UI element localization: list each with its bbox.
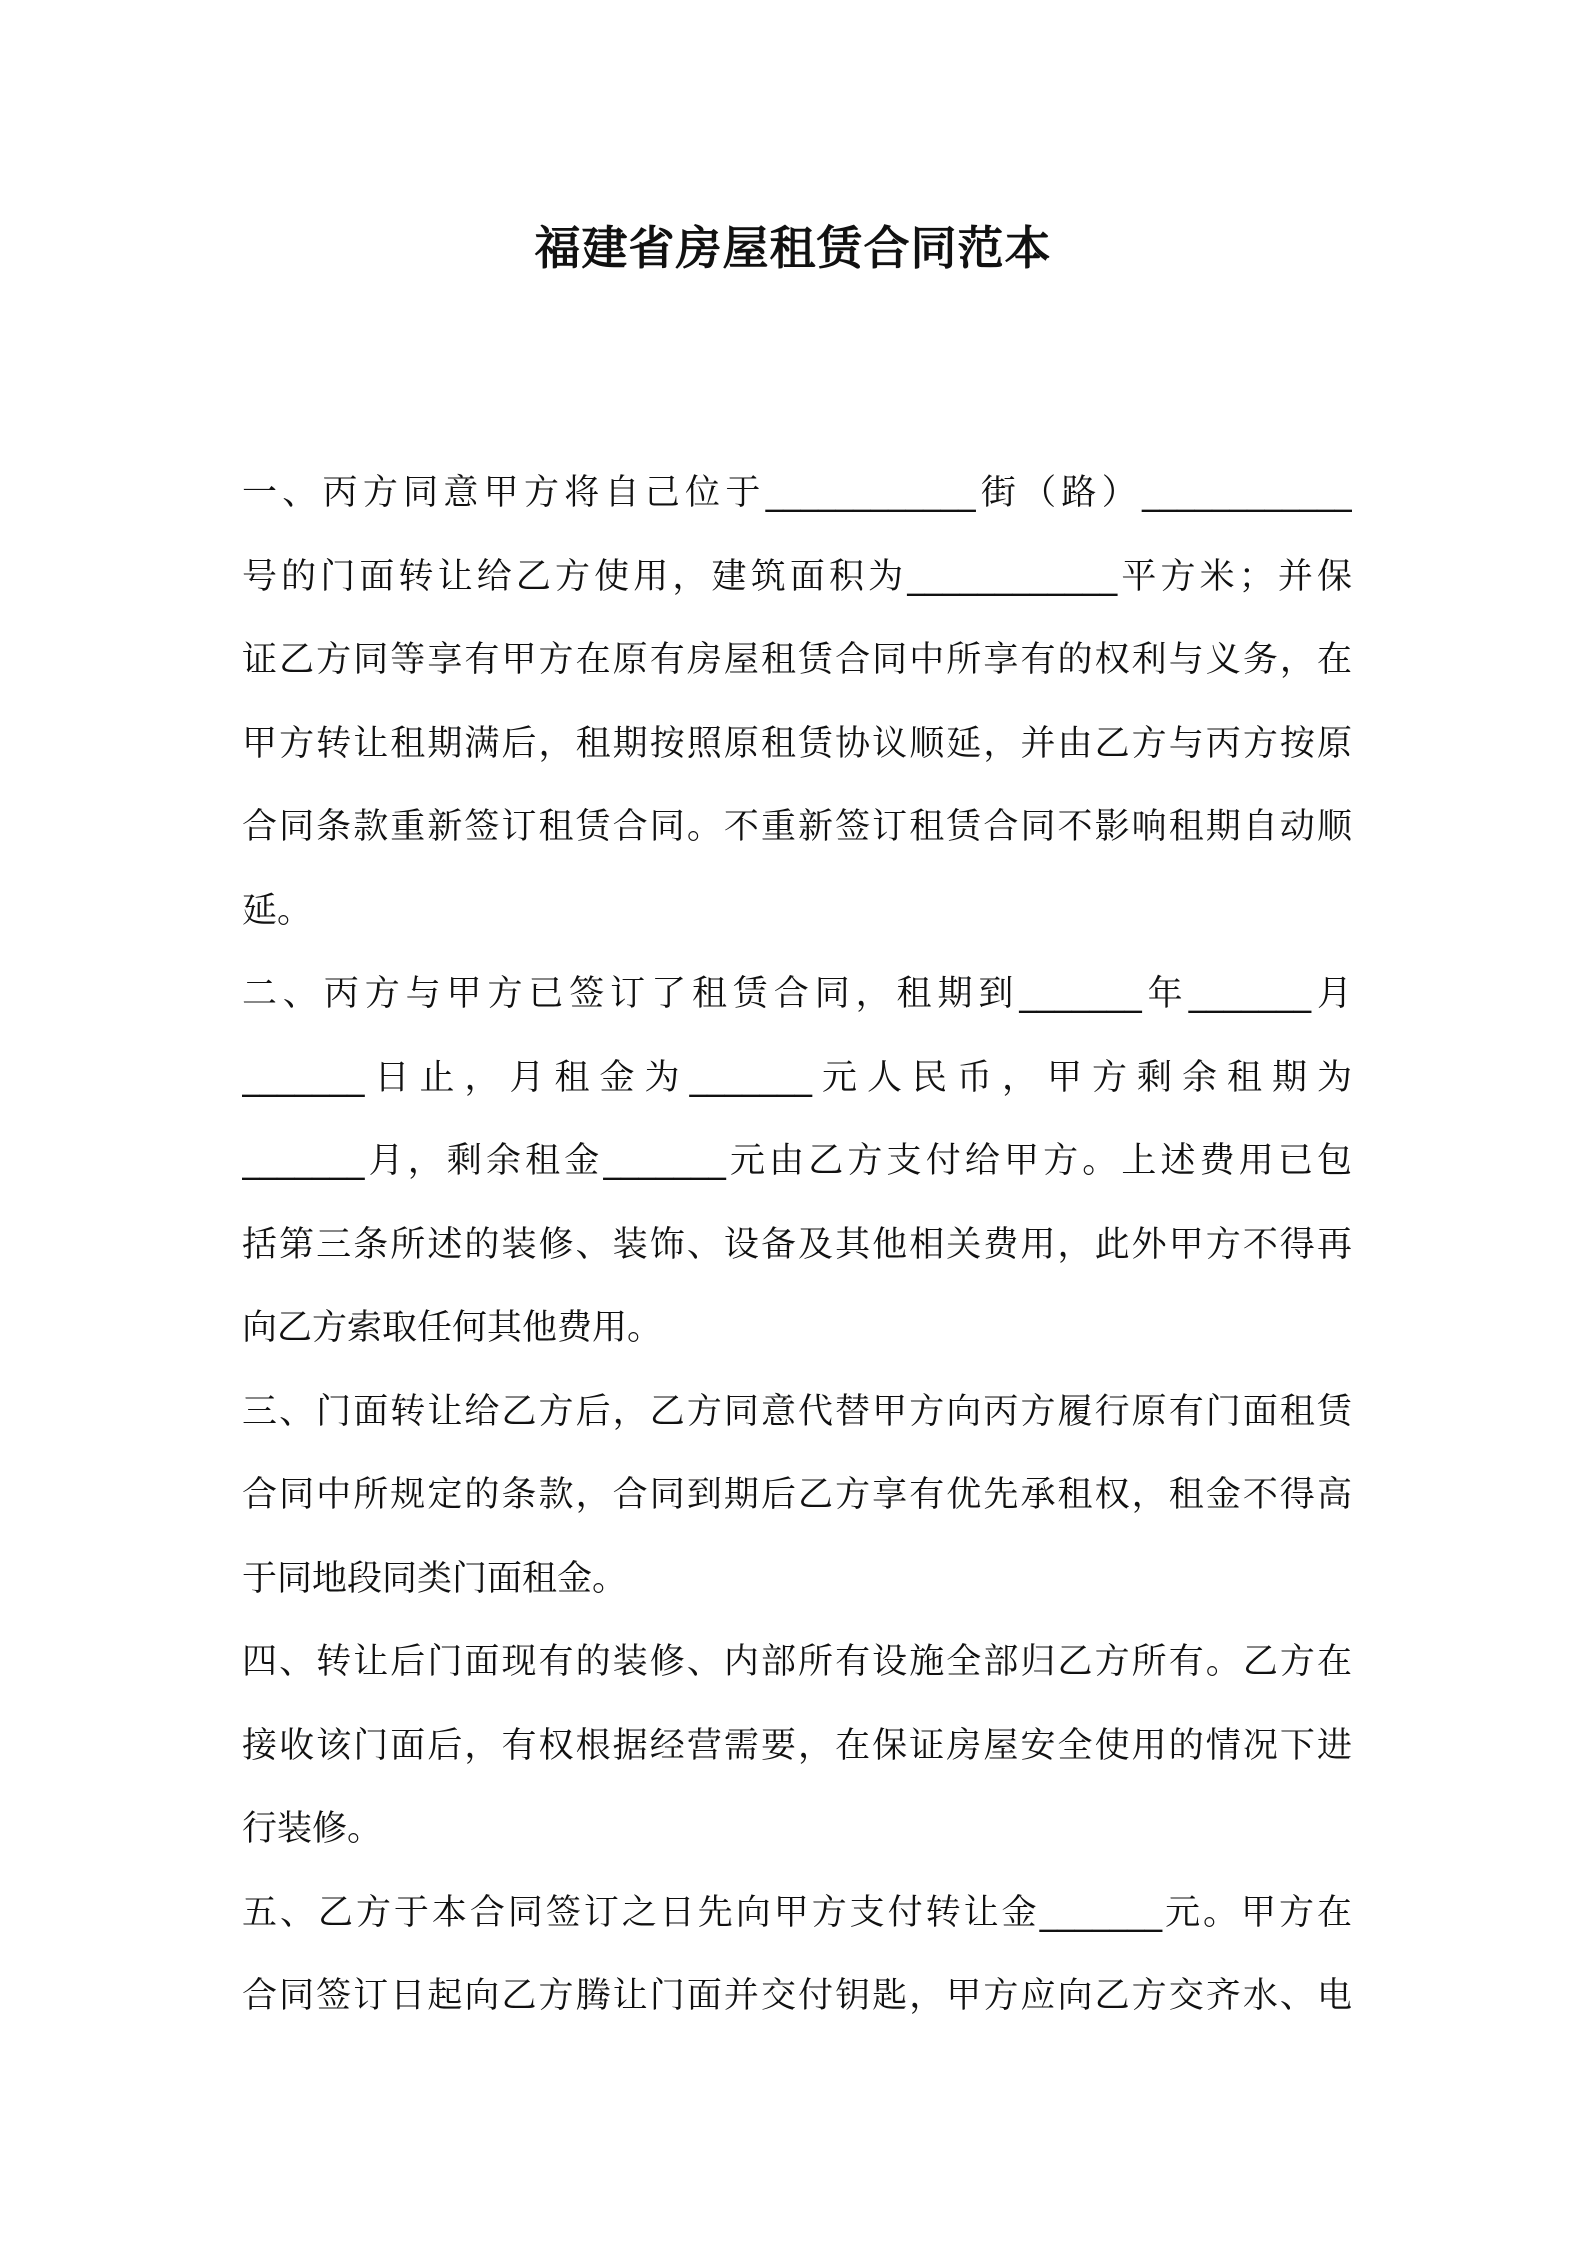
clause-1-line-2: 号的门面转让给乙方使用，建筑面积为____________平方米；并保: [242, 556, 1352, 597]
clause-3-line-1: 三、门面转让给乙方后，乙方同意代替甲方向丙方履行原有门面租赁: [242, 1391, 1352, 1432]
clause-1-line-5: 合同条款重新签订租赁合同。不重新签订租赁合同不影响租期自动顺: [242, 807, 1352, 847]
clause-3-line-2: 合同中所规定的条款，合同到期后乙方享有优先承租权，租金不得高: [242, 1475, 1352, 1515]
clause-4-line-1: 四、转让后门面现有的装修、内部所有设施全部归乙方所有。乙方在: [242, 1642, 1352, 1682]
document-body: [242, 452, 1352, 2039]
clause-1-line-3: 证乙方同等享有甲方在原有房屋租赁合同中所享有的权利与义务，在: [242, 640, 1352, 680]
clause-2-line-1: 二、丙方与甲方已签订了租赁合同，租期到_______年_______月: [242, 974, 1352, 1014]
clause-3-line-3: 于同地段同类门面租金。: [242, 1558, 628, 1599]
clause-5-line-2: 合同签订日起向乙方腾让门面并交付钥匙，甲方应向乙方交齐水、电: [242, 1976, 1352, 2016]
clause-2-line-2: _______日止，月租金为_______元人民币，甲方剩余租期为: [242, 1057, 1352, 1098]
clause-2-line-5: 向乙方索取任何其他费用。: [242, 1308, 663, 1348]
clause-2-line-3: _______月，剩余租金_______元由乙方支付给甲方。上述费用已包: [242, 1141, 1352, 1181]
clause-4-line-2: 接收该门面后，有权根据经营需要，在保证房屋安全使用的情况下进: [242, 1725, 1352, 1766]
clause-4-line-3: 行装修。: [242, 1809, 383, 1849]
clause-2-line-4: 括第三条所述的装修、装饰、设备及其他相关费用，此外甲方不得再: [242, 1224, 1352, 1265]
document-title: 福建省房屋租赁合同范本: [534, 221, 1052, 275]
clause-1-line-1: 一、丙方同意甲方将自己位于____________街（路）____________: [242, 473, 1352, 513]
clause-1-line-6: 延。: [242, 890, 313, 931]
clause-1-line-4: 甲方转让租期满后，租期按照原租赁协议顺延，并由乙方与丙方按原: [242, 723, 1352, 764]
clause-5-line-1: 五、乙方于本合同签订之日先向甲方支付转让金_______元。甲方在: [242, 1892, 1352, 1933]
